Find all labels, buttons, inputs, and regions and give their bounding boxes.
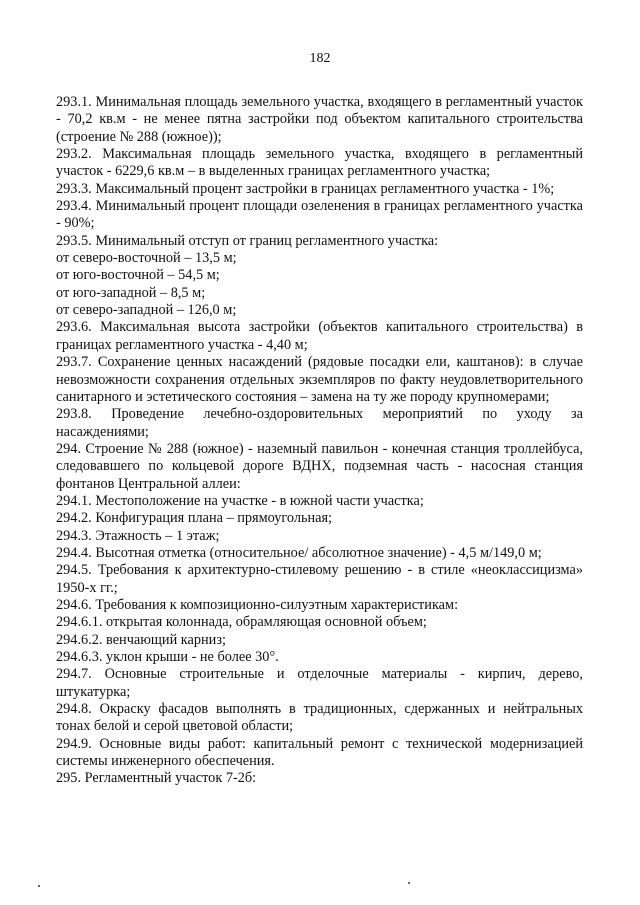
paragraph-295: 295. Регламентный участок 7-2б: (56, 770, 257, 787)
paragraph-294-6-1: 294.6.1. открытая колоннада, обрамляющая основной объем; (56, 614, 427, 631)
setback-southeast: от юго-восточной – 54,5 м; (56, 267, 220, 284)
document-body (56, 94, 583, 788)
setback-northeast: от северо-восточной – 13,5 м; (56, 250, 237, 267)
paragraph-294-1: 294.1. Местоположение на участке - в южной части участка; (56, 492, 424, 509)
paragraph-293-2: 293.2. Максимальная площадь земельного участка, входящего в регламентный участок - 6229,6 кв.м – в выделенных границах регламентного участка; (56, 146, 583, 180)
paragraph-293-6: 293.6. Максимальная высота застройки (объектов капитального строительства) в границах регламентного участка - 4,40 м; (56, 319, 583, 353)
paragraph-293-7: 293.7. Сохранение ценных насаждений (рядовые посадки ели, каштанов): в случае невозможности сохранения отдельных экземпляров по факту неудовлетворительного санитарного и эстетического состояния – замена на ту же породу крупномерами; (56, 354, 583, 405)
setback-northwest: от северо-западной – 126,0 м; (56, 302, 237, 319)
paragraph-294-5: 294.5. Требования к архитектурно-стилевому решению - в стиле «неоклассицизма» 1950-х гг.; (56, 562, 583, 596)
paragraph-294-4: 294.4. Высотная отметка (относительное/ абсолютное значение) - 4,5 м/149,0 м; (56, 544, 542, 561)
scan-speck-left (38, 885, 40, 887)
paragraph-294-7: 294.7. Основные строительные и отделочные материалы - кирпич, дерево, штукатурка; (56, 666, 583, 700)
paragraph-294-9: 294.9. Основные виды работ: капитальный ремонт с технической модернизацией системы инженерного обеспечения. (56, 735, 583, 770)
paragraph-294-6-2: 294.6.2. венчающий карниз; (56, 631, 226, 648)
paragraph-293-3: 293.3. Максимальный процент застройки в границах регламентного участка - 1%; (56, 180, 555, 197)
paragraph-294-3: 294.3. Этажность – 1 этаж; (56, 527, 220, 544)
paragraph-294-6: 294.6. Требования к композиционно-силуэтным характеристикам: (56, 596, 459, 613)
paragraph-293-4: 293.4. Минимальный процент площади озеленения в границах регламентного участка - 90%; (56, 198, 583, 232)
scan-speck-right (408, 882, 410, 884)
paragraph-294-6-3: 294.6.3. уклон крыши - не более 30°. (56, 649, 279, 665)
paragraph-294: 294. Строение № 288 (южное) - наземный павильон - конечная станция троллейбуса, следовавшего по кольцевой дороге ВДНХ, подземная часть - насосная станция фонтанов Центральной аллеи: (56, 440, 583, 492)
paragraph-293-1: 293.1. Минимальная площадь земельного участка, входящего в регламентный участок - 70,2 кв.м - не менее пятна застройки под объектом капитального строительства (строение № 288 (южное)); (56, 94, 583, 145)
paragraph-293-8: 293.8. Проведение лечебно-оздоровительных мероприятий по уходу за насаждениями; (56, 406, 583, 440)
paragraph-294-8: 294.8. Окраску фасадов выполнять в традиционных, сдержанных и нейтральных тонах белой и серой цветовой области; (56, 701, 583, 735)
paragraph-294-2: 294.2. Конфигурация плана – прямоугольная; (56, 510, 333, 527)
paragraph-293-5: 293.5. Минимальный отступ от границ регламентного участка: (56, 232, 439, 249)
setback-southwest: от юго-западной – 8,5 м; (56, 284, 206, 301)
page-number: 182 (309, 51, 331, 66)
